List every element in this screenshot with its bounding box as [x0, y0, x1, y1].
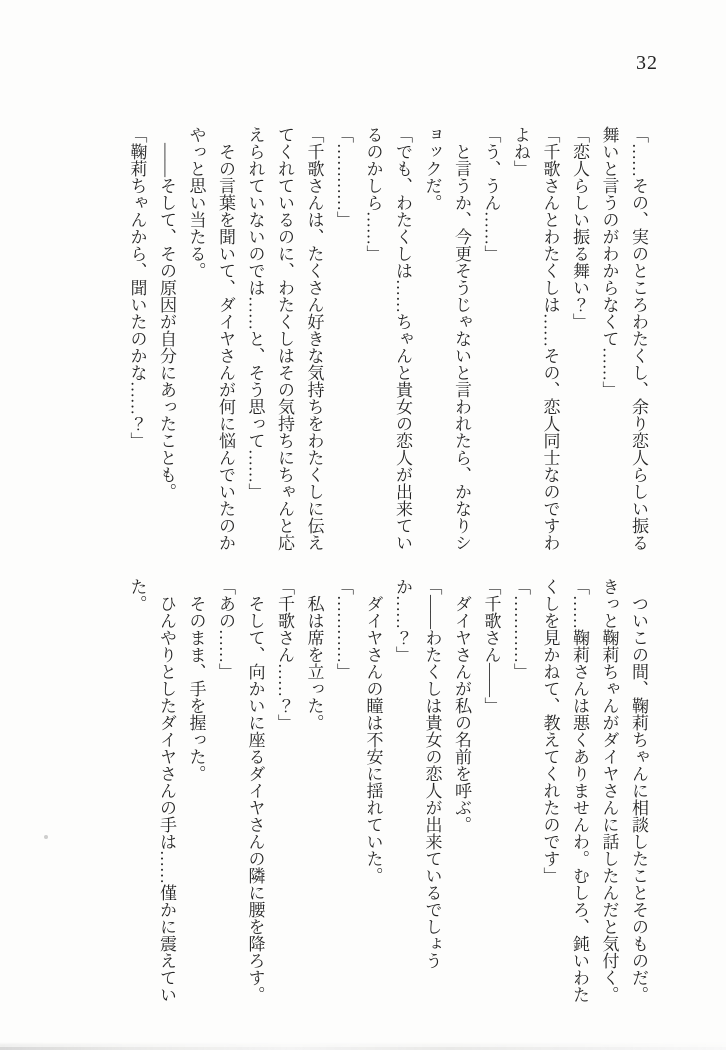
paragraph: 「千歌さんは、たくさん好きな気持ちをわたくしに伝えてくれているのに、わたくしはその気持ちにちゃんと応えられていないのでは……と、そう思って……」: [245, 126, 324, 551]
paragraph: ひんやりとしたダイヤさんの手は……僅かに震えていた。: [127, 578, 176, 1003]
paragraph: 「鞠莉ちゃんから、聞いたのかな……？」: [127, 126, 147, 449]
paragraph: 「……その、実のところわたくし、余り恋人らしい振る舞いと言うのがわからなくて……」: [599, 126, 648, 551]
paragraph: 「…………」: [511, 578, 530, 680]
paragraph: と言うか、今更そうじゃないと言われたら、かなりショックだ。: [422, 126, 471, 551]
paragraph: ダイヤさんの瞳は不安に揺れていた。: [363, 595, 383, 884]
paragraph: 「う、うん……」: [481, 126, 501, 262]
paragraph: 「あの……」: [216, 578, 235, 680]
paragraph: 「千歌さん……？」: [275, 578, 294, 731]
top-text-block: [122, 126, 653, 553]
page-number: 32: [636, 52, 658, 74]
paragraph: 「…………」: [334, 126, 353, 228]
paragraph: ——そして、その原因が自分にあったことも。: [157, 143, 176, 500]
paragraph: そして、向かいに座るダイヤさんの隣に腰を降ろす。: [245, 595, 265, 1003]
paragraph: 「——わたくしは貴女の恋人が出来ているでしょうか……？」: [393, 578, 442, 969]
paragraph: 「…………」: [334, 578, 353, 680]
paragraph: 私は席を立った。: [304, 595, 324, 731]
paragraph: 「千歌さん——」: [481, 578, 501, 714]
paragraph: そのまま、手を握った。: [186, 595, 206, 782]
paragraph: 「恋人らしい振る舞い？」: [570, 126, 589, 330]
paragraph: その言葉を聞いて、ダイヤさんが何に悩んでいたのかやっと思い当たる。: [186, 126, 235, 551]
page-bottom-edge-shadow: [0, 1042, 726, 1050]
paragraph: ダイヤさんが私の名前を呼ぶ。: [452, 595, 471, 833]
scan-speck: [44, 835, 48, 839]
paragraph: 「……鞠莉さんは悪くありませんわ。むしろ、鈍いわたくしを見かねて、教えてくれたのです」: [540, 578, 589, 1003]
paragraph: 「千歌さんとわたくしは……その、恋人同士なのですわよね」: [511, 126, 560, 551]
paragraph: 「でも、わたくしは……ちゃんと貴女の恋人が出来ているのかしら……」: [363, 126, 412, 551]
paragraph: ついこの間、鞠莉ちゃんに相談したことそのものだ。きっと鞠莉ちゃんがダイヤさんに話したんだと気付く。: [599, 578, 648, 1003]
bottom-text-block: [122, 578, 653, 1005]
